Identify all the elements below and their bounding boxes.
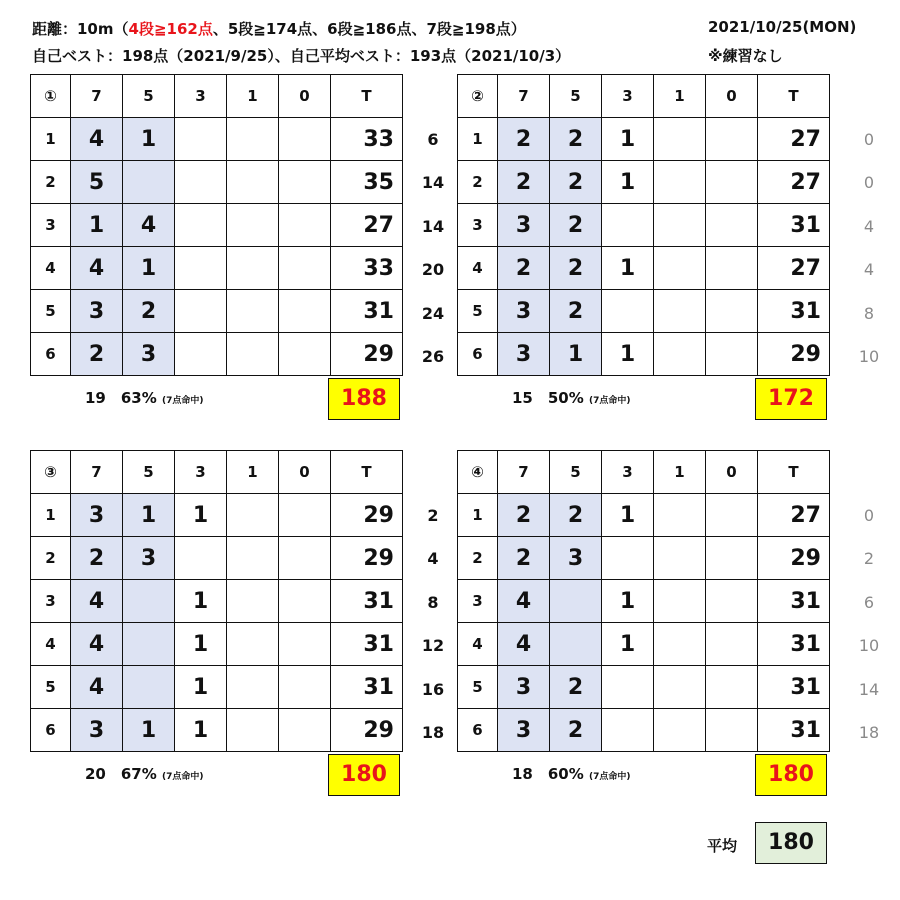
- hit-count-cell: [654, 494, 706, 537]
- column-header: 7: [498, 451, 550, 494]
- hit-count-cell: 4: [71, 623, 123, 666]
- hit-count-cell: 1: [602, 118, 654, 161]
- table-row: [31, 204, 403, 247]
- hit-count-cell: 1: [123, 494, 175, 537]
- hit-count-cell: 3: [498, 333, 550, 376]
- cumulative-sevens: 12: [421, 636, 445, 655]
- end-number: 6: [31, 333, 71, 376]
- running-difference: 2: [863, 549, 875, 568]
- hit-count-cell: [602, 709, 654, 752]
- column-header: 7: [498, 75, 550, 118]
- sevens-percent: 50%: [547, 388, 584, 407]
- table-row: [31, 247, 403, 290]
- hit-count-cell: 4: [71, 666, 123, 709]
- average-score: 180: [755, 822, 827, 864]
- round-label: ①: [31, 75, 71, 118]
- table-header-row: [458, 451, 830, 494]
- hit-count-cell: 1: [602, 580, 654, 623]
- hit-count-cell: [227, 118, 279, 161]
- hit-count-cell: [227, 580, 279, 623]
- hit-count-cell: [654, 580, 706, 623]
- column-header: 3: [602, 75, 654, 118]
- round-stats: [512, 389, 631, 407]
- end-number: 2: [458, 161, 498, 204]
- table-row: [31, 494, 403, 537]
- column-header: 7: [71, 451, 123, 494]
- round-stats: [85, 765, 204, 783]
- column-header: T: [758, 75, 830, 118]
- dan-requirements: 、5段≧174点、6段≧186点、7段≧198点）: [212, 20, 526, 38]
- hit-count-cell: [654, 161, 706, 204]
- hit-count-cell: [175, 204, 227, 247]
- score-table-2: [457, 74, 830, 376]
- end-total: 31: [758, 709, 830, 752]
- sevens-percent: 67%: [120, 764, 157, 783]
- table-row: [31, 537, 403, 580]
- hit-count-cell: 2: [550, 161, 602, 204]
- hit-count-cell: [227, 290, 279, 333]
- hit-count-cell: 4: [123, 204, 175, 247]
- hit-count-cell: [654, 537, 706, 580]
- running-difference: 18: [858, 723, 880, 742]
- sevens-count: 18: [512, 764, 533, 783]
- hit-count-cell: 3: [71, 709, 123, 752]
- end-total: 35: [331, 161, 403, 204]
- column-header: 5: [123, 451, 175, 494]
- hit-count-cell: [227, 204, 279, 247]
- running-difference: 6: [863, 592, 875, 612]
- hit-count-cell: [654, 118, 706, 161]
- cumulative-sevens: 16: [421, 679, 445, 699]
- hit-count-cell: 4: [71, 247, 123, 290]
- end-number: 3: [458, 580, 498, 623]
- cumulative-sevens: 4: [427, 549, 439, 568]
- column-header: 1: [227, 451, 279, 494]
- round-stats: [512, 765, 631, 783]
- hit-count-cell: [279, 333, 331, 376]
- running-difference: 10: [858, 347, 880, 366]
- end-total: 31: [331, 580, 403, 623]
- end-number: 4: [31, 247, 71, 290]
- round-total: 172: [755, 378, 827, 420]
- hit-count-cell: [279, 709, 331, 752]
- hit-count-cell: [123, 161, 175, 204]
- table-row: [458, 161, 830, 204]
- end-total: 29: [758, 333, 830, 376]
- end-total: 31: [758, 204, 830, 247]
- end-total: 27: [758, 494, 830, 537]
- table-row: [458, 118, 830, 161]
- hit-count-cell: 2: [71, 333, 123, 376]
- hit-count-cell: 2: [71, 537, 123, 580]
- end-number: 5: [458, 290, 498, 333]
- hit-count-cell: [227, 537, 279, 580]
- end-number: 5: [458, 666, 498, 709]
- hit-count-cell: [227, 161, 279, 204]
- hit-count-cell: [279, 623, 331, 666]
- end-number: 4: [31, 623, 71, 666]
- hit-count-cell: [706, 118, 758, 161]
- hit-count-cell: 4: [498, 623, 550, 666]
- hit-count-cell: 1: [175, 709, 227, 752]
- end-total: 29: [758, 537, 830, 580]
- running-difference: 14: [858, 679, 880, 699]
- hit-count-cell: [706, 623, 758, 666]
- hit-count-cell: [550, 580, 602, 623]
- hit-count-cell: 2: [498, 118, 550, 161]
- hit-count-cell: [706, 709, 758, 752]
- hit-count-cell: 4: [71, 580, 123, 623]
- end-number: 2: [458, 537, 498, 580]
- end-total: 31: [758, 666, 830, 709]
- end-total: 29: [331, 709, 403, 752]
- column-header: 0: [706, 75, 758, 118]
- hit-count-cell: 3: [71, 494, 123, 537]
- hit-count-cell: 2: [123, 290, 175, 333]
- percent-note: (7点命中): [162, 395, 204, 406]
- hit-count-cell: 2: [498, 161, 550, 204]
- end-number: 1: [31, 118, 71, 161]
- hit-count-cell: [279, 666, 331, 709]
- hit-count-cell: [227, 666, 279, 709]
- hit-count-cell: [706, 333, 758, 376]
- hit-count-cell: 1: [550, 333, 602, 376]
- hit-count-cell: [602, 290, 654, 333]
- cumulative-sevens: 14: [421, 216, 445, 236]
- hit-count-cell: [175, 290, 227, 333]
- hit-count-cell: [654, 333, 706, 376]
- column-header: 3: [175, 451, 227, 494]
- column-header: 3: [602, 451, 654, 494]
- score-table-4: [457, 450, 830, 752]
- hit-count-cell: 1: [123, 247, 175, 290]
- column-header: T: [331, 451, 403, 494]
- hit-count-cell: [706, 204, 758, 247]
- end-number: 6: [31, 709, 71, 752]
- hit-count-cell: [654, 204, 706, 247]
- end-total: 29: [331, 494, 403, 537]
- hit-count-cell: [706, 580, 758, 623]
- end-total: 29: [331, 537, 403, 580]
- end-total: 33: [331, 247, 403, 290]
- table-row: [31, 709, 403, 752]
- average-label: 平均: [707, 837, 738, 855]
- end-total: 27: [331, 204, 403, 247]
- end-number: 5: [31, 666, 71, 709]
- cumulative-sevens: 26: [421, 347, 445, 366]
- percent-note: (7点命中): [162, 771, 204, 782]
- column-header: 1: [227, 75, 279, 118]
- hit-count-cell: 2: [498, 494, 550, 537]
- sevens-percent: 60%: [547, 764, 584, 783]
- hit-count-cell: 1: [602, 247, 654, 290]
- hit-count-cell: [654, 247, 706, 290]
- hit-count-cell: [279, 204, 331, 247]
- hit-count-cell: [654, 709, 706, 752]
- hit-count-cell: 1: [123, 709, 175, 752]
- hit-count-cell: 3: [550, 537, 602, 580]
- hit-count-cell: 2: [498, 247, 550, 290]
- round-stats: [85, 389, 204, 407]
- hit-count-cell: 1: [602, 623, 654, 666]
- hit-count-cell: [654, 623, 706, 666]
- running-difference: 0: [863, 129, 875, 149]
- end-number: 3: [31, 204, 71, 247]
- table-row: [458, 580, 830, 623]
- end-total: 31: [331, 290, 403, 333]
- table-row: [458, 666, 830, 709]
- hit-count-cell: 1: [71, 204, 123, 247]
- hit-count-cell: 3: [123, 333, 175, 376]
- hit-count-cell: 2: [498, 537, 550, 580]
- hit-count-cell: [279, 537, 331, 580]
- running-difference: 4: [863, 216, 875, 236]
- hit-count-cell: [175, 247, 227, 290]
- hit-count-cell: [279, 580, 331, 623]
- running-difference: 4: [863, 260, 875, 279]
- header-line-1: [32, 18, 526, 39]
- hit-count-cell: [654, 666, 706, 709]
- running-difference: 8: [863, 303, 875, 323]
- end-number: 1: [31, 494, 71, 537]
- column-header: 0: [279, 75, 331, 118]
- column-header: 0: [706, 451, 758, 494]
- cumulative-sevens: 8: [427, 592, 439, 612]
- hit-count-cell: [123, 580, 175, 623]
- round-total: 180: [328, 754, 400, 796]
- practice-note: ※練習なし: [708, 47, 783, 65]
- end-total: 29: [331, 333, 403, 376]
- hit-count-cell: [227, 623, 279, 666]
- end-number: 2: [31, 161, 71, 204]
- hit-count-cell: [706, 537, 758, 580]
- table-row: [31, 333, 403, 376]
- percent-note: (7点命中): [589, 395, 631, 406]
- end-number: 1: [458, 494, 498, 537]
- hit-count-cell: 3: [123, 537, 175, 580]
- hit-count-cell: 3: [71, 290, 123, 333]
- table-row: [458, 537, 830, 580]
- sevens-count: 15: [512, 388, 533, 407]
- hit-count-cell: [706, 290, 758, 333]
- cumulative-sevens: 2: [427, 505, 439, 525]
- hit-count-cell: [227, 494, 279, 537]
- table-row: [31, 580, 403, 623]
- running-difference: 0: [863, 173, 875, 192]
- round-label: ③: [31, 451, 71, 494]
- table-row: [458, 333, 830, 376]
- hit-count-cell: 2: [550, 494, 602, 537]
- hit-count-cell: [706, 666, 758, 709]
- hit-count-cell: 2: [550, 666, 602, 709]
- hit-count-cell: 2: [550, 290, 602, 333]
- hit-count-cell: 1: [602, 333, 654, 376]
- table-header-row: [31, 451, 403, 494]
- end-total: 27: [758, 247, 830, 290]
- table-row: [31, 666, 403, 709]
- sevens-count: 20: [85, 764, 106, 783]
- distance-label: 距離：10m（: [32, 20, 129, 38]
- hit-count-cell: 1: [123, 118, 175, 161]
- score-table-3: [30, 450, 403, 752]
- cumulative-sevens: 14: [421, 173, 445, 192]
- hit-count-cell: 1: [175, 580, 227, 623]
- end-number: 4: [458, 623, 498, 666]
- end-total: 31: [331, 666, 403, 709]
- hit-count-cell: [706, 494, 758, 537]
- table-row: [31, 623, 403, 666]
- hit-count-cell: 4: [71, 118, 123, 161]
- table-row: [31, 290, 403, 333]
- cumulative-sevens: 6: [427, 129, 439, 149]
- hit-count-cell: 3: [498, 204, 550, 247]
- end-number: 1: [458, 118, 498, 161]
- table-row: [458, 247, 830, 290]
- table-row: [458, 494, 830, 537]
- column-header: T: [758, 451, 830, 494]
- column-header: 5: [123, 75, 175, 118]
- table-row: [458, 204, 830, 247]
- cumulative-sevens: 20: [421, 260, 445, 279]
- column-header: 7: [71, 75, 123, 118]
- end-total: 31: [331, 623, 403, 666]
- hit-count-cell: [279, 290, 331, 333]
- round-label: ④: [458, 451, 498, 494]
- running-difference: 0: [863, 505, 875, 525]
- hit-count-cell: [279, 118, 331, 161]
- hit-count-cell: [602, 666, 654, 709]
- hit-count-cell: [123, 623, 175, 666]
- hit-count-cell: [175, 537, 227, 580]
- hit-count-cell: [706, 161, 758, 204]
- hit-count-cell: [123, 666, 175, 709]
- table-header-row: [458, 75, 830, 118]
- hit-count-cell: [279, 247, 331, 290]
- column-header: T: [331, 75, 403, 118]
- column-header: 3: [175, 75, 227, 118]
- percent-note: (7点命中): [589, 771, 631, 782]
- table-row: [31, 161, 403, 204]
- hit-count-cell: 1: [602, 161, 654, 204]
- end-number: 6: [458, 333, 498, 376]
- dan4-requirement: 4段≧162点: [128, 20, 213, 38]
- end-total: 31: [758, 580, 830, 623]
- hit-count-cell: [279, 494, 331, 537]
- column-header: 0: [279, 451, 331, 494]
- hit-count-cell: [227, 333, 279, 376]
- cumulative-sevens: 24: [421, 303, 445, 323]
- hit-count-cell: 4: [498, 580, 550, 623]
- hit-count-cell: 5: [71, 161, 123, 204]
- hit-count-cell: [279, 161, 331, 204]
- column-header: 5: [550, 75, 602, 118]
- hit-count-cell: 3: [498, 290, 550, 333]
- round-total: 188: [328, 378, 400, 420]
- running-difference: 10: [858, 636, 880, 655]
- cumulative-sevens: 18: [421, 723, 445, 742]
- end-number: 3: [458, 204, 498, 247]
- end-total: 27: [758, 118, 830, 161]
- round-total: 180: [755, 754, 827, 796]
- end-number: 6: [458, 709, 498, 752]
- hit-count-cell: 2: [550, 118, 602, 161]
- hit-count-cell: [175, 161, 227, 204]
- end-total: 33: [331, 118, 403, 161]
- table-header-row: [31, 75, 403, 118]
- hit-count-cell: 2: [550, 709, 602, 752]
- score-table-1: [30, 74, 403, 376]
- sevens-percent: 63%: [120, 388, 157, 407]
- table-row: [458, 709, 830, 752]
- hit-count-cell: [175, 333, 227, 376]
- end-total: 31: [758, 290, 830, 333]
- sevens-count: 19: [85, 388, 106, 407]
- table-row: [458, 290, 830, 333]
- hit-count-cell: [550, 623, 602, 666]
- table-row: [31, 118, 403, 161]
- round-label: ②: [458, 75, 498, 118]
- hit-count-cell: [654, 290, 706, 333]
- hit-count-cell: 2: [550, 204, 602, 247]
- hit-count-cell: [227, 709, 279, 752]
- hit-count-cell: 1: [175, 494, 227, 537]
- end-number: 5: [31, 290, 71, 333]
- hit-count-cell: 3: [498, 666, 550, 709]
- end-total: 27: [758, 161, 830, 204]
- session-date: 2021/10/25(MON): [708, 18, 857, 36]
- end-number: 2: [31, 537, 71, 580]
- hit-count-cell: [706, 247, 758, 290]
- hit-count-cell: [602, 204, 654, 247]
- column-header: 5: [550, 451, 602, 494]
- hit-count-cell: [227, 247, 279, 290]
- table-row: [458, 623, 830, 666]
- end-number: 3: [31, 580, 71, 623]
- hit-count-cell: 3: [498, 709, 550, 752]
- column-header: 1: [654, 75, 706, 118]
- header-line-2: 自己ベスト：198点（2021/9/25）、自己平均ベスト：193点（2021/10/3）: [32, 47, 571, 65]
- hit-count-cell: 1: [175, 666, 227, 709]
- hit-count-cell: [175, 118, 227, 161]
- hit-count-cell: 2: [550, 247, 602, 290]
- column-header: 1: [654, 451, 706, 494]
- hit-count-cell: [602, 537, 654, 580]
- end-number: 4: [458, 247, 498, 290]
- hit-count-cell: 1: [602, 494, 654, 537]
- end-total: 31: [758, 623, 830, 666]
- hit-count-cell: 1: [175, 623, 227, 666]
